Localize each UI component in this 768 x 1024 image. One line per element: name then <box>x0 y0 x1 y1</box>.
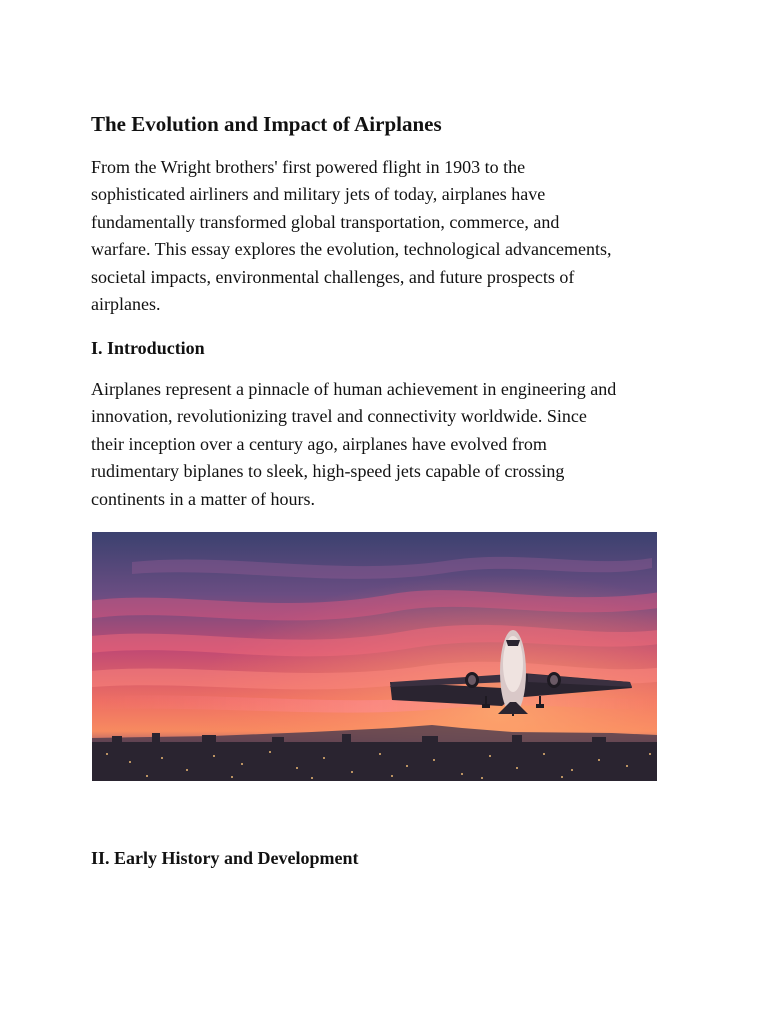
intro-line: From the Wright brothers' first powered flight in 1903 to the <box>91 157 526 177</box>
introduction-line: rudimentary biplanes to sleek, high-speed jets capable of crossing <box>91 461 565 482</box>
intro-paragraph <box>91 154 691 318</box>
airplane-sunset-photo <box>92 532 657 781</box>
document-title: The Evolution and Impact of Airplanes <box>91 112 442 136</box>
intro-line: airplanes. <box>91 294 161 315</box>
section-heading-early-history: II. Early History and Development <box>91 848 359 868</box>
introduction-line: innovation, revolutionizing travel and connectivity worldwide. Since <box>91 406 587 427</box>
section-heading-introduction: I. Introduction <box>91 338 205 358</box>
introduction-line: continents in a matter of hours. <box>91 488 315 509</box>
intro-line: sophisticated airliners and military jets of today, airplanes have <box>91 184 546 205</box>
introduction-line: Airplanes represent a pinnacle of human achievement in engineering and <box>91 379 617 399</box>
intro-line: societal impacts, environmental challenges, and future prospects of <box>91 266 575 287</box>
intro-line: fundamentally transformed global transportation, commerce, and <box>91 211 560 232</box>
introduction-paragraph <box>91 376 691 513</box>
introduction-line: their inception over a century ago, airplanes have evolved from <box>91 433 547 454</box>
intro-line: warfare. This essay explores the evolution, technological advancements, <box>91 239 612 260</box>
